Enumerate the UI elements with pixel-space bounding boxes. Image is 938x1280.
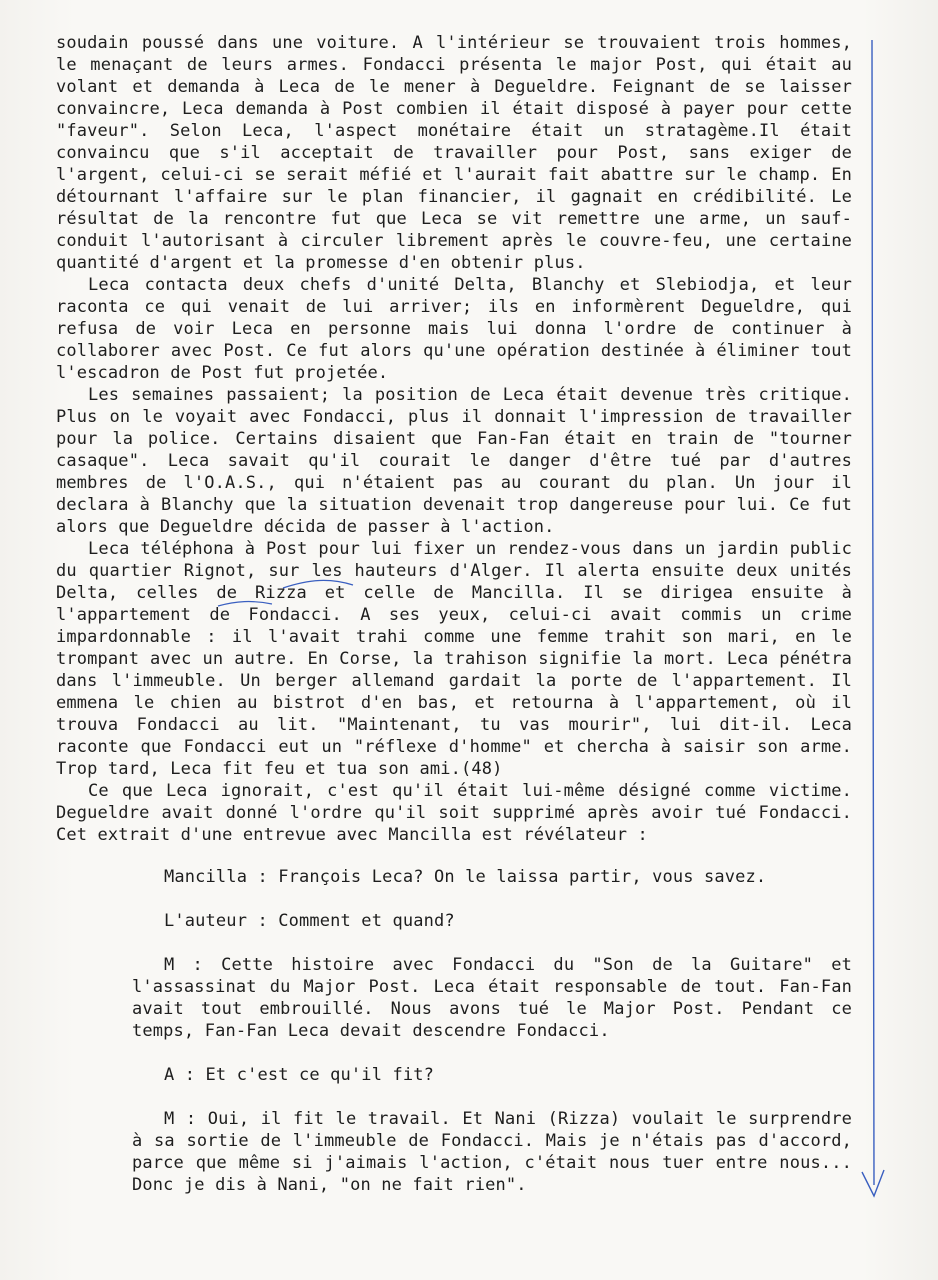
paragraph-4: Leca téléphona à Post pour lui fixer un rendez-vous dans un jardin public du quartier Rignot, sur les hauteurs d'Alger. Il alerta ensuite deux unités Delta, celles de Rizza et celle de Mancilla. Il se dirigea ensuite à l'appartement de Fondacci. A ses yeux, celui-ci avait commis un crime impardonnable : il l'avait trahi comme une femme trahit son mari, en le trompant avec un autre. En Corse, la trahison signifie la mort. Leca pénétra dans l'immeuble. Un berger allemand gardait la porte de l'appartement. Il emmena le chien au bistrot d'en bas, et retourna à l'appartement, où il trouva Fondacci au lit. "Maintenant, tu vas mourir", lui dit-il. Leca raconte que Fondacci eut un "réflexe d'homme" et chercha à saisir son arme. Trop tard, Leca fit feu et tua son ami.(48) xyxy=(56,539,852,779)
interview-line-5 xyxy=(132,1108,852,1196)
margin-vertical-line xyxy=(872,40,874,1185)
paragraph-2: Leca contacta deux chefs d'unité Delta, Blanchy et Slebiodja, et leur raconta ce qui venait de lui arriver; ils en informèrent Degueldre, qui refusa de voir Leca en personne mais lui donna l'ordre de continuer à collaborer avec Post. Ce fut alors qu'une opération destinée à éliminer tout l'escadron de Post fut projetée. xyxy=(56,275,852,383)
interview-excerpt xyxy=(56,866,852,1196)
interview-line-3-text: M : Cette histoire avec Fondacci du "Son de la Guitare" et l'assassinat du Major Post. Leca était responsable de tout. Fan-Fan avait tout embrouillé. Nous avons tué le Major Post. Pendant ce temps, Fan-Fan Leca devait descendre Fondacci. xyxy=(132,955,852,1041)
document-body xyxy=(56,32,852,1218)
paragraph-1: soudain poussé dans une voiture. A l'intérieur se trouvaient trois hommes, le menaçant de leurs armes. Fondacci présenta le major Post, qui était au volant et demanda à Leca de le mener à Degueldre. Feignant de se laisser convaincre, Leca demanda à Post combien il était disposé à payer pour cette "faveur". Selon Leca, l'aspect monétaire était un stratagème.Il était convaincu que s'il acceptait de travailler pour Post, sans exiger de l'argent, celui-ci se serait méfié et l'aurait fait abattre sur le champ. En détournant l'affaire sur le plan financier, il gagnait en crédibilité. Le résultat de la rencontre fut que Leca se vit remettre une arme, un sauf-conduit l'autorisant à circuler librement après le couvre-feu, une certaine quantité d'argent et la promesse d'en obtenir plus. xyxy=(56,33,852,273)
interview-line-2: L'auteur : Comment et quand? xyxy=(164,911,455,931)
paragraph-3: Les semaines passaient; la position de Leca était devenue très critique. Plus on le voyait avec Fondacci, plus il donnait l'impression de travailler pour la police. Certains disaient que Fan-Fan était en train de "tourner casaque". Leca savait qu'il courait le danger d'être tué par d'autres membres de l'O.A.S., qui n'étaient pas au courant du plan. Un jour il declara à Blanchy que la situation devenait trop dangereuse pour lui. Ce fut alors que Degueldre décida de passer à l'action. xyxy=(56,385,852,537)
paragraph-5: Ce que Leca ignorait, c'est qu'il était lui-même désigné comme victime. Degueldre avait donné l'ordre qu'il soit supprimé après avoir tué Fondacci. Cet extrait d'une entrevue avec Mancilla est révélateur : xyxy=(56,781,852,845)
margin-arrow-head-icon xyxy=(862,1170,884,1196)
interview-line-1: Mancilla : François Leca? On le laissa partir, vous savez. xyxy=(164,867,767,887)
interview-line-3 xyxy=(132,954,852,1042)
interview-line-5-text: M : Oui, il fit le travail. Et Nani (Rizza) voulait le surprendre à sa sortie de l'immeuble de Fondacci. Mais je n'étais pas d'accord, parce que même si j'aimais l'action, c'était nous tuer entre nous... Donc je dis à Nani, "on ne fait rien". xyxy=(132,1109,852,1195)
interview-line-4: A : Et c'est ce qu'il fit? xyxy=(164,1065,435,1085)
